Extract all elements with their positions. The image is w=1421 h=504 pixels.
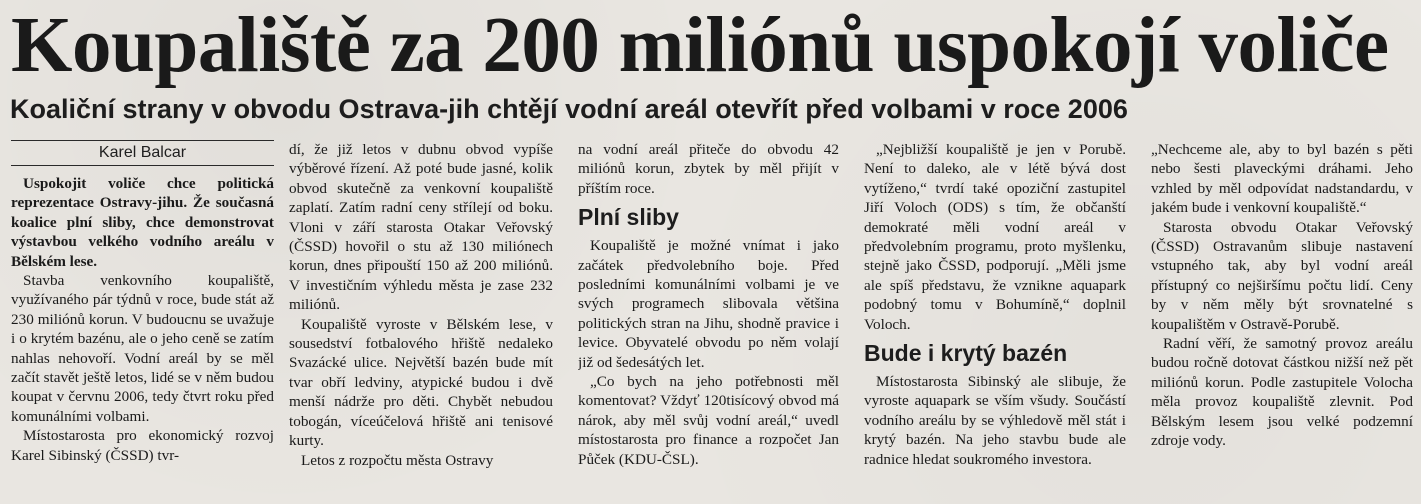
- article-paragraph: Koupaliště je možné vnímat i jako začátek předvolebního boje. Před posledními komunálními volbami je ve svých programech slibovala většina politických stran na Jihu, shodně pravice i levice. Obyvatelé obvodu po něm volají již od šedesátých let.: [578, 237, 839, 371]
- article-paragraph: Koupaliště vyroste v Bělském lese, v sousedství fotbalového hřiště nedaleko Svazácké ulice. Největší bazén bude mít tvar obří ledviny, atypické budou i dvě menší nádrže pro děti. Chybět nebudou tobogán, víceúčelová hřiště ani tenisové kurty.: [289, 315, 553, 450]
- subheadline: Koaliční strany v obvodu Ostrava-jih chtějí vodní areál otevřít před volbami v roce 2006: [10, 94, 1128, 124]
- article-paragraph: „Co bych na jeho potřebnosti měl komentovat? Vždyť 120tisícový obvod má nárok, aby měl svůj vodní areál,“ uvedl místostarosta pro finance a rozpočet Jan Půček (KDU-ČSL).: [578, 373, 839, 468]
- article-paragraph: Starosta obvodu Otakar Veřovský (ČSSD) Ostravanům slibuje nastavení vstupného tak, aby byl vodní areál přístupný co nejširšímu počtu lidí. Ceny by v něm měly být srovnatelné s koupalištěm v Ostravě-Porubě.: [1151, 218, 1413, 333]
- article-paragraph: Letos z rozpočtu města Ostravy: [301, 451, 494, 469]
- article-column-2: [289, 140, 553, 500]
- article-paragraph: Místostarosta Sibinský ale slibuje, že vyroste aquapark se vším všudy. Součástí vodního areálu by se výhledově měl stát i krytý bazén. Na jeho stavbu bude ale radnice hledat soukromého investora.: [864, 373, 1126, 468]
- article-paragraph: Radní věří, že samotný provoz areálu budou ročně dotovat částkou nižší než pět miliónů korun. Podle zastupitele Volocha měla provoz koupaliště zlevnit. Pod Bělským lesem jsou velké podzemní zdroje vody.: [1151, 335, 1413, 450]
- article-paragraph: „Nejbližší koupaliště je jen v Porubě. Není to daleko, ale v létě bývá dost vytíženo,“ tvrdí také opoziční zastupitel Jiří Voloch (ODS) s tím, že občanští demokraté měli vodní areál v předvolebním programu, proto myšlenku, stejně jako ČSSD, podporují. „Měli jsme ale spíš představu, že vznikne aquapark podobný tomu v Bohumíně,“ doplnil Voloch.: [864, 141, 1126, 333]
- lead-paragraph: Uspokojit voliče chce politická reprezentace Ostravy-jihu. Že současná koalice plní sliby, chce demonstrovat výstavbou velkého vodního areálu v Bělském lese.: [11, 175, 274, 270]
- section-heading-kryty-bazen: Bude i krytý bazén: [864, 340, 1068, 367]
- article-column-1: [11, 140, 274, 500]
- article-column-4: [864, 140, 1126, 500]
- article-paragraph: dí, že již letos v dubnu obvod vypíše výběrové řízení. Až poté bude jasné, kolik obvod skutečně za venkovní koupaliště zaplatí. Zatím radní ceny střílejí od boku. Vloni v září starosta Otakar Veřovský (ČSSD) hovořil o stu až 130 miliónech korun, dnes připouští 150 až 200 miliónů. V investičním výhledu města je zase 232 miliónů.: [289, 141, 553, 314]
- article-paragraph: Stavba venkovního koupaliště, využívaného pár týdnů v roce, bude stát až 230 miliónů korun. V budoucnu se uvažuje i o krytém bazénu, ale o jeho ceně se zatím nahlas nehovoří. Vodní areál by se měl začít stavět ještě letos, lidé se v něm budou koupat v červnu 2006, tedy čtvrt roku před komunálními volbami.: [11, 272, 274, 425]
- article-paragraph: Místostarosta pro ekonomický rozvoj Karel Sibinský (ČSSD) tvr-: [11, 427, 274, 464]
- byline: Karel Balcar: [11, 140, 274, 166]
- article-column-3: [578, 140, 839, 500]
- section-heading-plni-sliby: Plní sliby: [578, 204, 679, 231]
- headline: Koupaliště za 200 miliónů uspokojí voliče: [11, 2, 1389, 89]
- article-paragraph: „Nechceme ale, aby to byl bazén s pěti nebo šesti plaveckými dráhami. Jeho vzhled by měl odpovídat nadstandardu, v jakém bude i venkovní koupaliště.“: [1151, 141, 1413, 217]
- article-column-5: [1151, 140, 1413, 500]
- article-paragraph: na vodní areál přiteče do obvodu 42 miliónů korun, zbytek by měl přijít v příštím roce.: [578, 141, 839, 197]
